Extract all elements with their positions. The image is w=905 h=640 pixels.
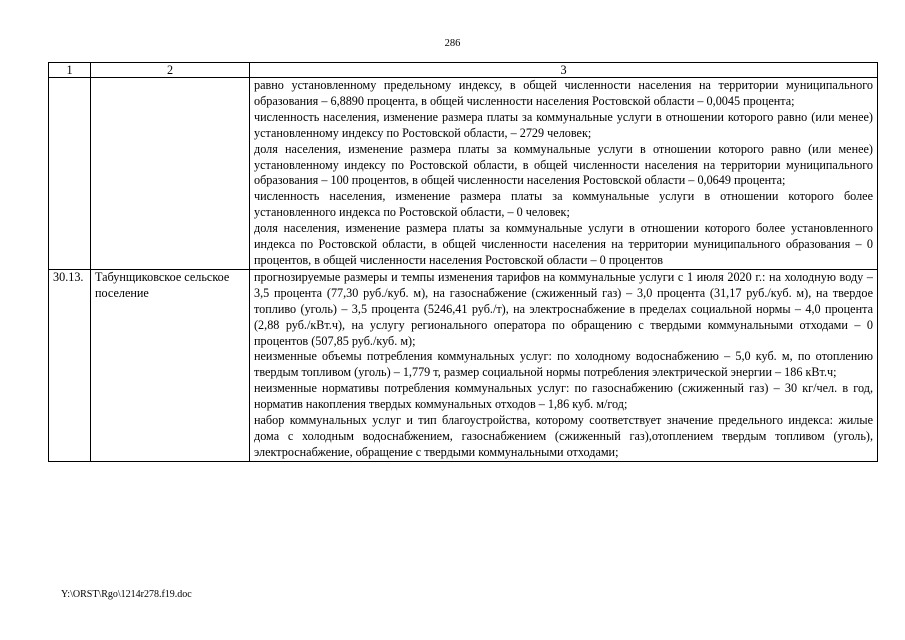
table-header-row bbox=[49, 63, 878, 78]
description-paragraph: численность населения, изменение размера платы за коммунальные услуги в отношении которого равно (или менее) установленному индексу по Ростовской области, – 2729 человек; bbox=[254, 109, 873, 140]
footer-file-path: Y:\ORST\Rgo\1214r278.f19.doc bbox=[61, 589, 192, 600]
description-paragraph: прогнозируемые размеры и темпы изменения тарифов на коммунальные услуги с 1 июля 2020 г.: на холодную воду – 3,5 процента (77,30 руб./куб. м), на газоснабжение (сжиженный газ) – 3,0 процента (31,17 руб./куб. м), на твердое топливо (уголь) – 3,5 процента (5246,41 руб./т), на электроснабжение в пределах социальной нормы – 4,0 процента (2,88 руб./кВт.ч), на услугу регионального оператора по обращению с твердыми коммунальными отходами – 0 процентов (507,85 руб./куб. м); bbox=[254, 269, 873, 348]
municipality-name-cell bbox=[91, 78, 250, 270]
description-paragraph: доля населения, изменение размера платы за коммунальные услуги в отношении которого более установленного индекса по Ростовской области, в общей численности населения на территории муниципального образования – 0 процентов, в общей численности населения Ростовской области – 0 процентов bbox=[254, 221, 873, 267]
description-paragraph: набор коммунальных услуг и тип благоустройства, которому соответствует значение предельного индекса: жилые дома с холодным водоснабжением, газоснабжением (сжиженный газ),отоплением твердым топливом (уголь), электроснабжение, обращение с твердыми коммунальными отходами; bbox=[254, 413, 873, 459]
column-header-3: 3 bbox=[250, 63, 878, 78]
row-number-cell bbox=[49, 78, 91, 270]
municipality-name-cell: Табунщиковское сельское поселение bbox=[91, 269, 250, 461]
column-header-1: 1 bbox=[49, 63, 91, 78]
description-paragraph: численность населения, изменение размера платы за коммунальные услуги в отношении которого более установленного индекса по Ростовской области, – 0 человек; bbox=[254, 189, 873, 220]
description-paragraph: неизменные нормативы потребления коммунальных услуг: по газоснабжению (сжиженный газ) – 30 кг/чел. в год, норматив накопления твердых коммунальных отходов – 1,86 куб. м/год; bbox=[254, 381, 873, 412]
column-header-2: 2 bbox=[91, 63, 250, 78]
document-table bbox=[48, 62, 878, 462]
description-cell bbox=[250, 78, 878, 270]
row-number-cell: 30.13. bbox=[49, 269, 91, 461]
description-paragraph: равно установленному предельному индексу, в общей численности населения на территории муниципального образования – 6,8890 процента, в общей численности населения Ростовской области – 0,0045 процента; bbox=[254, 78, 873, 108]
page-number: 286 bbox=[444, 38, 461, 49]
description-paragraph: неизменные объемы потребления коммунальных услуг: по холодному водоснабжению – 5,0 куб. м, по отоплению твердым топливом (уголь) – 1,779 т, размер социальной нормы потребления электрической энергии – 186 кВт.ч; bbox=[254, 349, 873, 380]
description-paragraph: доля населения, изменение размера платы за коммунальные услуги в отношении которого равно (или менее) установленному индексу по Ростовской области, в общей численности населения на территории муниципального образования – 100 процентов, в общей численности населения Ростовской области – 0,0649 процента; bbox=[254, 141, 873, 188]
table-row bbox=[49, 269, 878, 461]
table-row bbox=[49, 78, 878, 270]
description-cell bbox=[250, 269, 878, 461]
